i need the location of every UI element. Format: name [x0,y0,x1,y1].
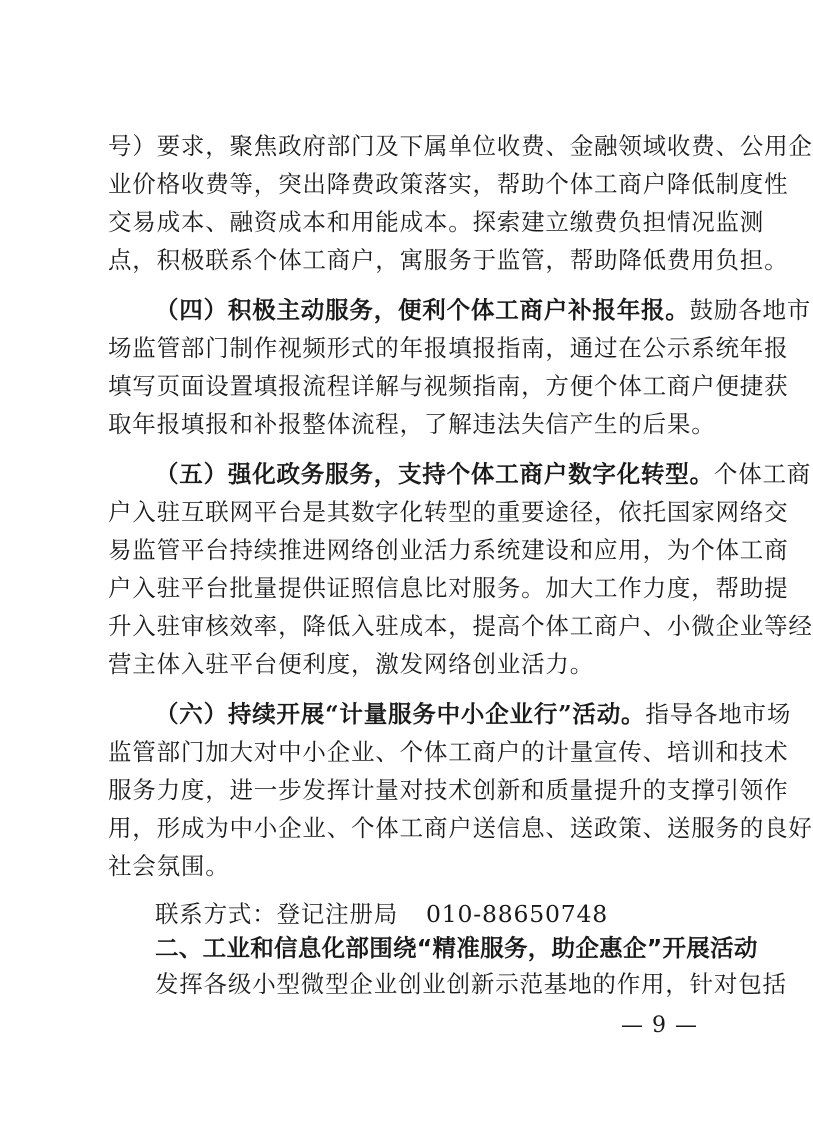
section-6-first-line [155,696,792,732]
paragraph-line: 取年报填报和补报整体流程，了解违法失信产生的后果。 [108,410,716,438]
paragraph-line: 填写页面设置填报流程详解与视频指南，方便个体工商户便捷获 [108,372,789,400]
paragraph-line: 户入驻平台批量提供证照信息比对服务。加大工作力度，帮助提 [108,574,789,602]
paragraph-line: 户入驻互联网平台是其数字化转型的重要途径，依托国家网络交 [108,498,789,526]
section-heading: 二、工业和信息化部围绕“精准服务，助企惠企”开展活动 [155,934,758,962]
paragraph-line: 发挥各级小型微型企业创业创新示范基地的作用，针对包括 [155,970,787,998]
paragraph-line: 服务力度，进一步发挥计量对技术创新和质量提升的支撑引领作 [108,776,789,804]
section-6-text: 指导各地市场 [645,700,792,728]
paragraph-line: 监管部门加大对中小企业、个体工商户的计量宣传、培训和技术 [108,738,789,766]
paragraph-line: 升入驻审核效率，降低入驻成本，提高个体工商户、小微企业等经 [108,612,813,640]
paragraph-line: 用，形成为中小企业、个体工商户送信息、送政策、送服务的良好 [108,814,813,842]
paragraph-line: 易监管平台持续推进网络创业活力系统建设和应用，为个体工商 [108,536,789,564]
paragraph-line: 号）要求，聚焦政府部门及下属单位收费、金融领域收费、公用企 [108,132,813,160]
contact-label: 联系方式：登记注册局 [155,900,398,928]
section-6-title: （六）持续开展“计量服务中小企业行”活动。 [155,700,646,728]
section-4-first-line [155,292,812,328]
paragraph-line: 点，积极联系个体工商户，寓服务于监管，帮助降低费用负担。 [108,246,789,274]
contact-phone: 010-88650748 [426,900,609,928]
section-5-first-line [155,456,812,492]
paragraph-line: 业价格收费等，突出降费政策落实，帮助个体工商户降低制度性 [108,170,789,198]
section-5-title: （五）强化政务服务，支持个体工商户数字化转型。 [155,460,714,488]
page-number: — 9 — [621,1013,698,1038]
paragraph-line: 社会氛围。 [108,852,230,880]
paragraph-line: 营主体入驻平台便利度，激发网络创业活力。 [108,650,594,678]
contact-line [155,896,698,932]
paragraph-line: 场监管部门制作视频形式的年报填报指南，通过在公示系统年报 [108,334,789,362]
section-4-text: 鼓励各地市 [689,296,812,324]
section-5-text: 个体工商 [713,460,812,488]
paragraph-line: 交易成本、融资成本和用能成本。探索建立缴费负担情况监测 [108,208,765,236]
section-4-title: （四）积极主动服务，便利个体工商户补报年报。 [155,296,690,324]
